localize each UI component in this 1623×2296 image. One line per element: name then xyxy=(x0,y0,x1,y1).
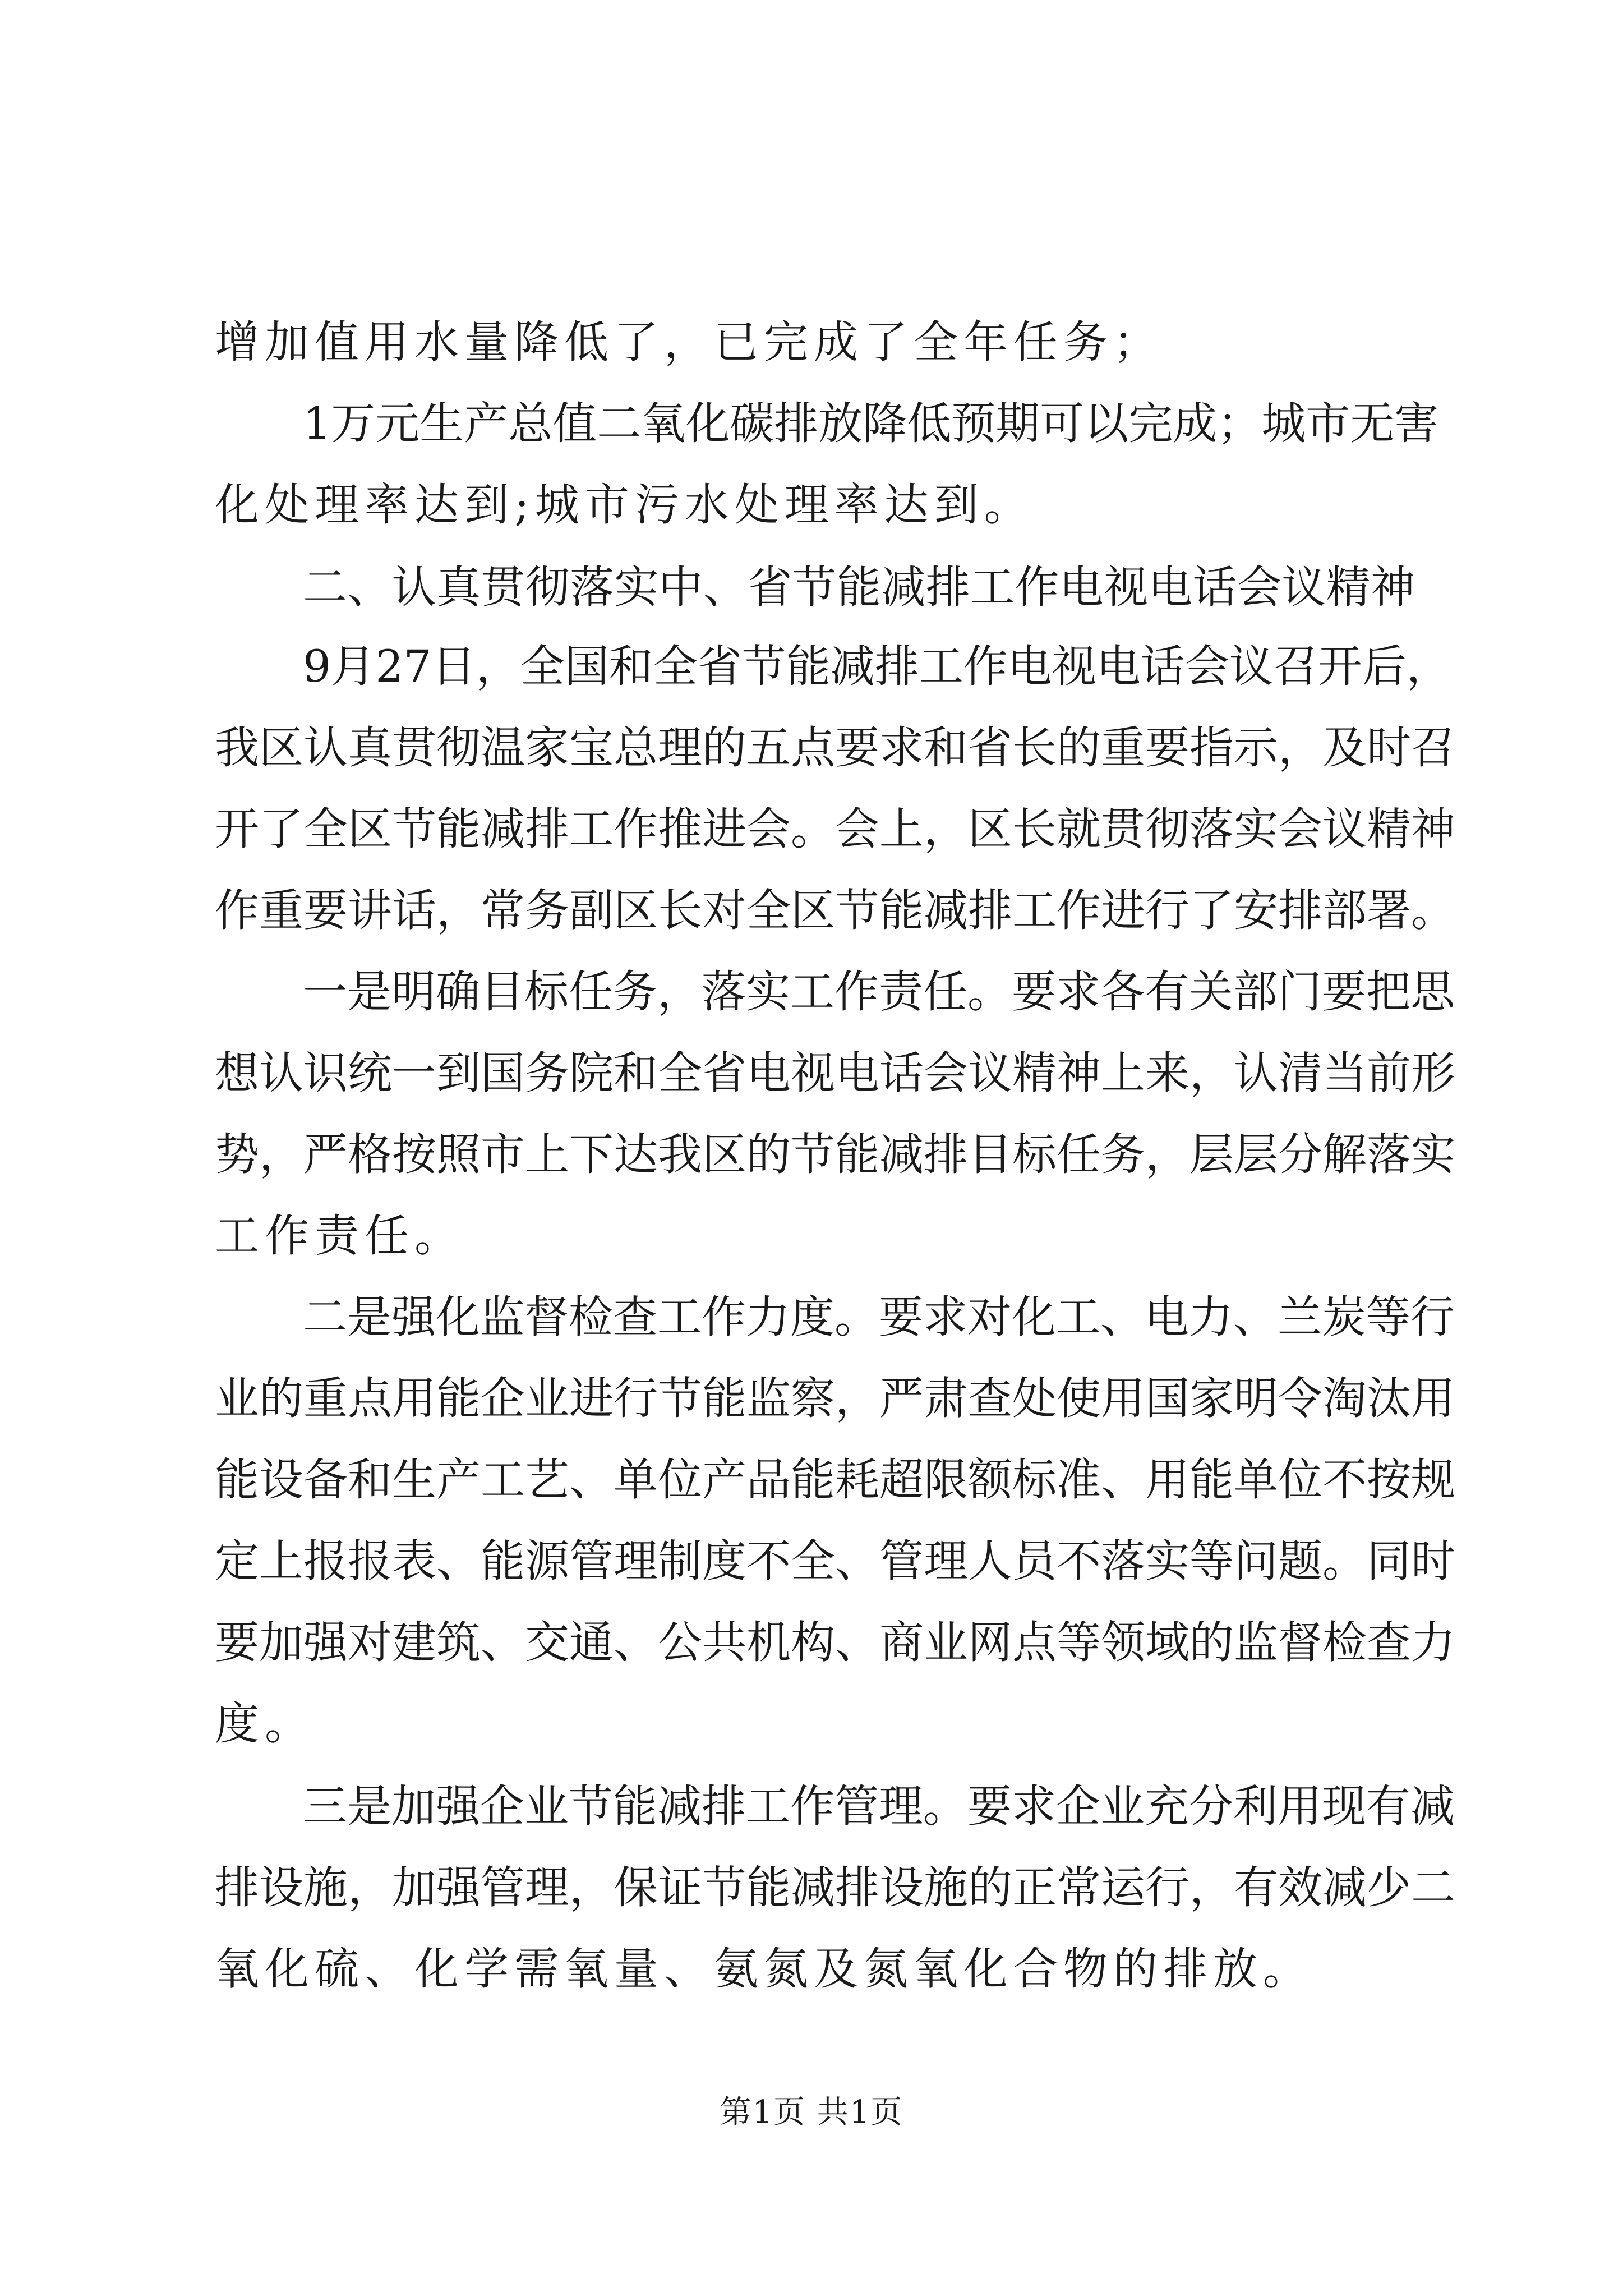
text-line-14: 业的重点用能企业进行节能监察，严肃查处使用国家明令淘汰用 xyxy=(215,1373,1455,1424)
text-line-6: 我区认真贯彻温家宝总理的五点要求和省长的重要指示，及时召 xyxy=(215,722,1455,774)
text-line-18: 度。 xyxy=(215,1698,315,1750)
text-line-19: 三是加强企业节能减排工作管理。要求企业充分利用现有减 xyxy=(303,1780,1455,1832)
text-line-20: 排设施，加强管理，保证节能减排设施的正常运行，有效减少二 xyxy=(215,1862,1455,1913)
text-line-12: 工作责任。 xyxy=(215,1210,464,1262)
section-heading-2: 二、认真贯彻落实中、省节能减排工作电视电话会议精神 xyxy=(303,562,1415,613)
text-line-9: 一是明确目标任务，落实工作责任。要求各有关部门要把思 xyxy=(303,966,1455,1018)
page-number-footer: 第1页 共1页 xyxy=(720,2094,903,2131)
text-line-5: 9月27日，全国和全省节能减排工作电视电话会议召开后， xyxy=(303,641,1451,692)
text-line-10: 想认识统一到国务院和全省电视电话会议精神上来，认清当前形 xyxy=(215,1047,1455,1099)
text-line-21: 氧化硫、化学需氧量、氨氮及氮氧化合物的排放。 xyxy=(215,1943,1313,1995)
text-line-7: 开了全区节能减排工作推进会。会上，区长就贯彻落实会议精神 xyxy=(215,803,1455,855)
text-line-1: 增加值用水量降低了，已完成了全年任务； xyxy=(215,316,1163,368)
text-line-17: 要加强对建筑、交通、公共机构、商业网点等领域的监督检查力 xyxy=(215,1617,1455,1668)
text-line-11: 势，严格按照市上下达我区的节能减排目标任务，层层分解落实 xyxy=(215,1129,1455,1180)
text-line-2: 1万元生产总值二氧化碳排放降低预期可以完成；城市无害 xyxy=(303,398,1439,449)
text-line-13: 二是强化监督检查工作力度。要求对化工、电力、兰炭等行 xyxy=(303,1291,1455,1343)
text-line-15: 能设备和生产工艺、单位产品能耗超限额标准、用能单位不按规 xyxy=(215,1454,1455,1506)
text-line-16: 定上报报表、能源管理制度不全、管理人员不落实等问题。同时 xyxy=(215,1535,1455,1587)
text-line-3: 化处理率达到;城市污水处理率达到。 xyxy=(215,479,1034,531)
text-line-8: 作重要讲话，常务副区长对全区节能减排工作进行了安排部署。 xyxy=(215,885,1455,936)
